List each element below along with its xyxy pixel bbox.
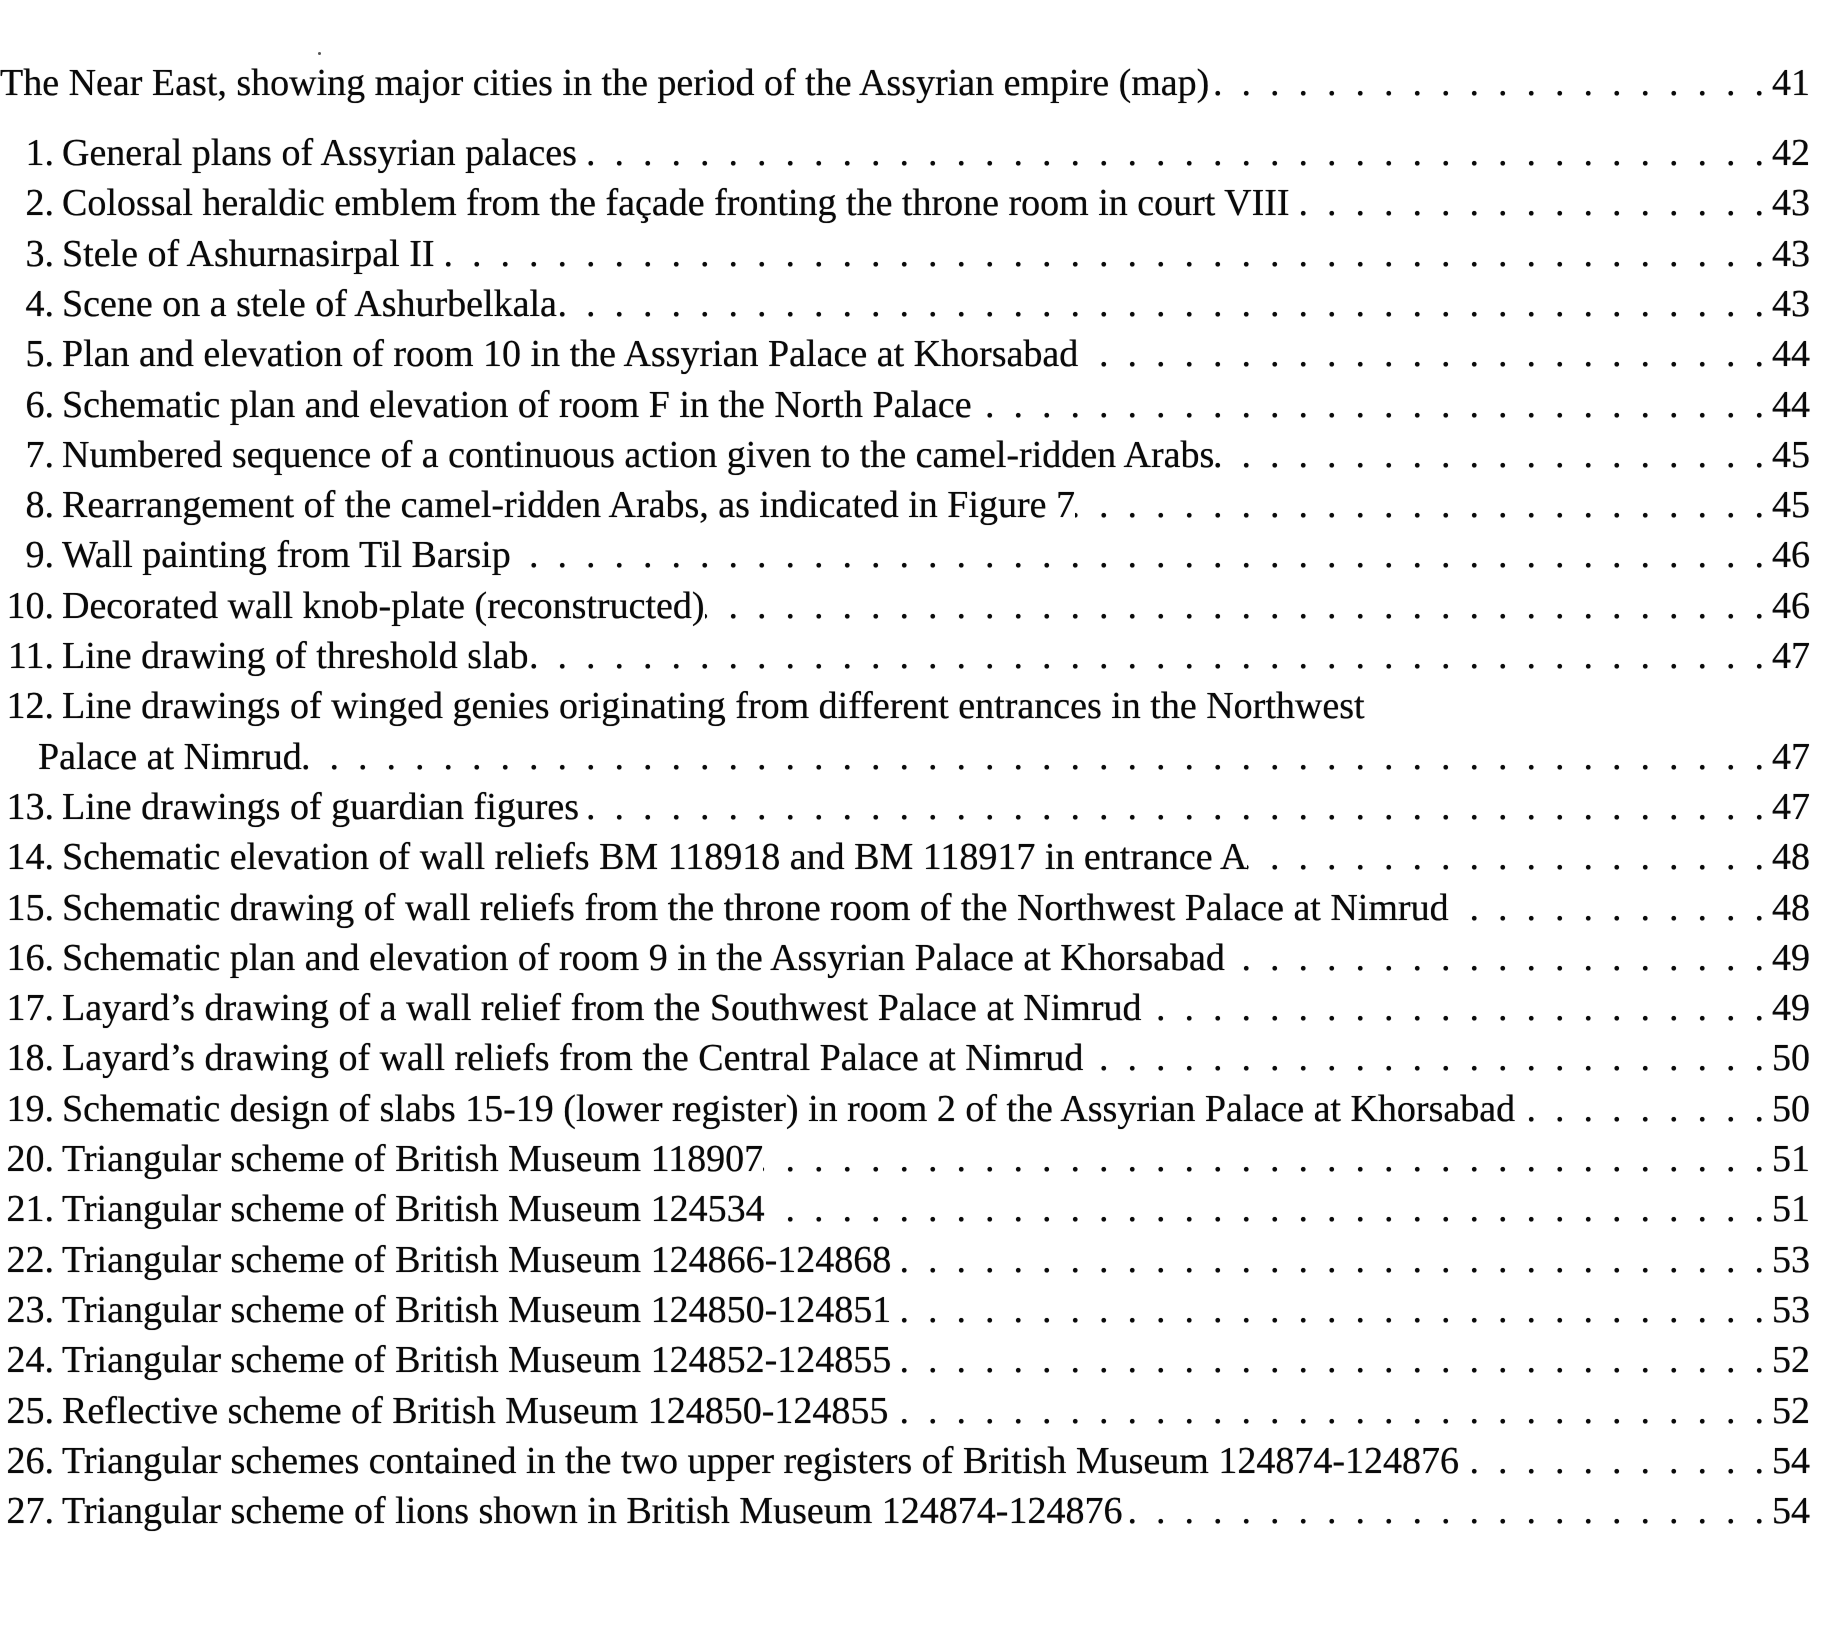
figure-number: 23.	[6, 1288, 54, 1331]
figure-number: 1.	[25, 132, 54, 174]
toc-entry	[0, 1184, 1810, 1234]
entry-page: 44	[1772, 383, 1810, 426]
dot-leader	[1078, 329, 1770, 379]
entry-page: 53	[1772, 1238, 1810, 1281]
toc-entry	[0, 832, 1810, 882]
toc-entry	[0, 782, 1810, 832]
figure-number: 5.	[25, 333, 54, 376]
entry-page: 45	[1772, 433, 1810, 476]
figure-number: 13.	[6, 785, 54, 828]
dot-leader	[891, 1235, 1770, 1285]
figure-number: 4.	[25, 282, 54, 325]
entry-page: 43	[1772, 232, 1810, 275]
scan-speck	[318, 52, 321, 55]
toc-entry	[0, 178, 1810, 228]
entry-page: 51	[1772, 1138, 1810, 1180]
entry-page: 46	[1772, 534, 1810, 577]
entry-title: Rearrangement of the camel-ridden Arabs, as indicated in Figure 7	[62, 484, 1075, 527]
entry-page: 41	[1772, 62, 1810, 104]
dot-leader	[1459, 1436, 1770, 1486]
entry-title: Triangular scheme of British Museum 124866-124868	[62, 1238, 892, 1281]
figure-number: 17.	[6, 987, 54, 1030]
toc-entry	[0, 1386, 1810, 1436]
entry-page: 49	[1772, 936, 1810, 979]
dot-leader	[1214, 430, 1770, 480]
entry-title: Schematic plan and elevation of room 9 in the Assyrian Palace at Khorsabad	[62, 936, 1225, 979]
figure-number: 14.	[6, 836, 54, 879]
entry-page: 54	[1772, 1490, 1810, 1533]
dot-leader	[1075, 480, 1770, 530]
entry-title: Triangular schemes contained in the two upper registers of British Museum 124874-124876	[62, 1439, 1459, 1482]
entry-title: Line drawings of winged genies originating from different entrances in the Northwest	[62, 685, 1365, 728]
entry-page: 43	[1772, 182, 1810, 225]
figure-number: 9.	[25, 534, 54, 577]
entry-page: 42	[1772, 132, 1810, 174]
dot-leader	[557, 279, 1770, 329]
entry-page: 45	[1772, 484, 1810, 527]
entry-title: Schematic drawing of wall reliefs from the throne room of the Northwest Palace at Nimrud	[62, 886, 1449, 929]
dot-leader	[1209, 58, 1770, 108]
dot-leader	[1142, 983, 1771, 1033]
entry-title: General plans of Assyrian palaces	[62, 132, 577, 174]
dot-leader	[528, 631, 1770, 681]
entry-page: 43	[1772, 282, 1810, 325]
toc-entry	[0, 279, 1810, 329]
entry-page: 47	[1772, 635, 1810, 677]
entry-page: 52	[1772, 1339, 1810, 1382]
entry-title: Scene on a stele of Ashurbelkala	[62, 282, 557, 325]
entry-page: 46	[1772, 584, 1810, 627]
entry-page: 54	[1772, 1439, 1810, 1482]
toc-entry-map	[0, 58, 1810, 108]
entry-title: Decorated wall knob-plate (reconstructed)	[62, 584, 705, 627]
entry-page: 49	[1772, 987, 1810, 1030]
entry-title: Line drawing of threshold slab	[62, 635, 529, 677]
dot-leader	[763, 1134, 1770, 1184]
figure-number: 8.	[25, 484, 54, 527]
dot-leader	[1449, 883, 1770, 933]
figure-number: 6.	[25, 383, 54, 426]
figure-number: 11.	[7, 635, 54, 677]
toc-entry	[0, 1033, 1810, 1083]
toc-entry	[0, 1084, 1810, 1134]
toc-entry	[0, 530, 1810, 580]
entry-page: 52	[1772, 1389, 1810, 1432]
dot-leader	[972, 380, 1770, 430]
entry-page: 48	[1772, 836, 1810, 879]
dot-leader	[302, 732, 1770, 782]
toc-entry	[0, 983, 1810, 1033]
toc-entry	[0, 128, 1810, 178]
toc-entry	[0, 581, 1810, 631]
entry-title-continued: Palace at Nimrud	[38, 735, 302, 778]
entry-title: Triangular scheme of lions shown in British Museum 124874-124876	[62, 1490, 1123, 1533]
figure-number: 18.	[6, 1037, 54, 1080]
toc-entry	[0, 1235, 1810, 1285]
dot-leader	[435, 229, 1770, 279]
entry-title: Colossal heraldic emblem from the façade fronting the throne room in court VIII	[62, 182, 1290, 225]
figure-number: 12.	[6, 685, 54, 728]
toc-entry	[0, 480, 1810, 530]
entry-page: 51	[1772, 1188, 1810, 1231]
figure-number: 10.	[6, 584, 54, 627]
toc-entry	[0, 681, 1810, 731]
toc-entry	[0, 430, 1810, 480]
entry-title: Triangular scheme of British Museum 118907	[62, 1138, 764, 1180]
entry-page: 47	[1772, 785, 1810, 828]
dot-leader	[891, 1285, 1770, 1335]
entry-title: Schematic design of slabs 15-19 (lower register) in room 2 of the Assyrian Palace at Khorsabad	[62, 1087, 1516, 1130]
dot-leader	[579, 782, 1770, 832]
entry-title: Line drawings of guardian figures	[62, 785, 580, 828]
figure-number: 20.	[6, 1138, 54, 1180]
entry-title: Stele of Ashurnasirpal II	[62, 232, 435, 275]
entry-title: Reflective scheme of British Museum 124850-124855	[62, 1389, 889, 1432]
entry-title: Layard’s drawing of a wall relief from the Southwest Palace at Nimrud	[62, 987, 1142, 1030]
figure-number: 22.	[6, 1238, 54, 1281]
toc-entry	[0, 883, 1810, 933]
toc-entry	[0, 631, 1810, 681]
entry-title: Schematic plan and elevation of room F in the North Palace	[62, 383, 972, 426]
toc-entry	[0, 229, 1810, 279]
toc-entry	[0, 933, 1810, 983]
entry-page: 50	[1772, 1087, 1810, 1130]
dot-leader	[1515, 1084, 1770, 1134]
figure-number: 27.	[6, 1490, 54, 1533]
entry-page: 47	[1772, 735, 1810, 778]
entry-title: Wall painting from Til Barsip	[62, 534, 511, 577]
toc-entry-continuation	[0, 732, 1810, 782]
dot-leader	[577, 128, 1770, 178]
toc-entry	[0, 1285, 1810, 1335]
entry-title: Layard’s drawing of wall reliefs from the Central Palace at Nimrud	[62, 1037, 1084, 1080]
toc-entry	[0, 329, 1810, 379]
figure-number: 15.	[6, 886, 54, 929]
dot-leader	[1083, 1033, 1770, 1083]
figure-number: 16.	[6, 936, 54, 979]
entry-page: 48	[1772, 886, 1810, 929]
dot-leader	[1247, 832, 1770, 882]
dot-leader	[511, 530, 1770, 580]
figure-number: 19.	[6, 1087, 54, 1130]
entry-title: Schematic elevation of wall reliefs BM 118918 and BM 118917 in entrance A	[62, 836, 1248, 879]
figure-number: 3.	[25, 232, 54, 275]
dot-leader	[1290, 178, 1770, 228]
figure-number: 25.	[6, 1389, 54, 1432]
entry-page: 53	[1772, 1288, 1810, 1331]
dot-leader	[888, 1386, 1770, 1436]
toc-entry	[0, 1335, 1810, 1385]
entry-title: Triangular scheme of British Museum 124852-124855	[62, 1339, 892, 1382]
entry-title: Triangular scheme of British Museum 124534	[62, 1188, 765, 1231]
entry-title: Plan and elevation of room 10 in the Assyrian Palace at Khorsabad	[62, 333, 1079, 376]
entry-title: Numbered sequence of a continuous action given to the camel-ridden Arabs	[62, 433, 1215, 476]
dot-leader	[891, 1335, 1770, 1385]
figure-number: 2.	[25, 182, 54, 225]
dot-leader	[1122, 1486, 1770, 1536]
toc-entry	[0, 1436, 1810, 1486]
dot-leader	[1225, 933, 1770, 983]
entry-page: 50	[1772, 1037, 1810, 1080]
entry-title: The Near East, showing major cities in the period of the Assyrian empire (map)	[0, 62, 1210, 104]
figure-number: 21.	[6, 1188, 54, 1231]
figure-number: 7.	[25, 433, 54, 476]
toc-entry	[0, 1134, 1810, 1184]
toc-entry	[0, 1486, 1810, 1536]
entry-title: Triangular scheme of British Museum 124850-124851	[62, 1288, 892, 1331]
dot-leader	[705, 581, 1770, 631]
figure-number: 24.	[6, 1339, 54, 1382]
entry-page: 44	[1772, 333, 1810, 376]
figure-number: 26.	[6, 1439, 54, 1482]
toc-entry	[0, 380, 1810, 430]
dot-leader	[765, 1184, 1770, 1234]
